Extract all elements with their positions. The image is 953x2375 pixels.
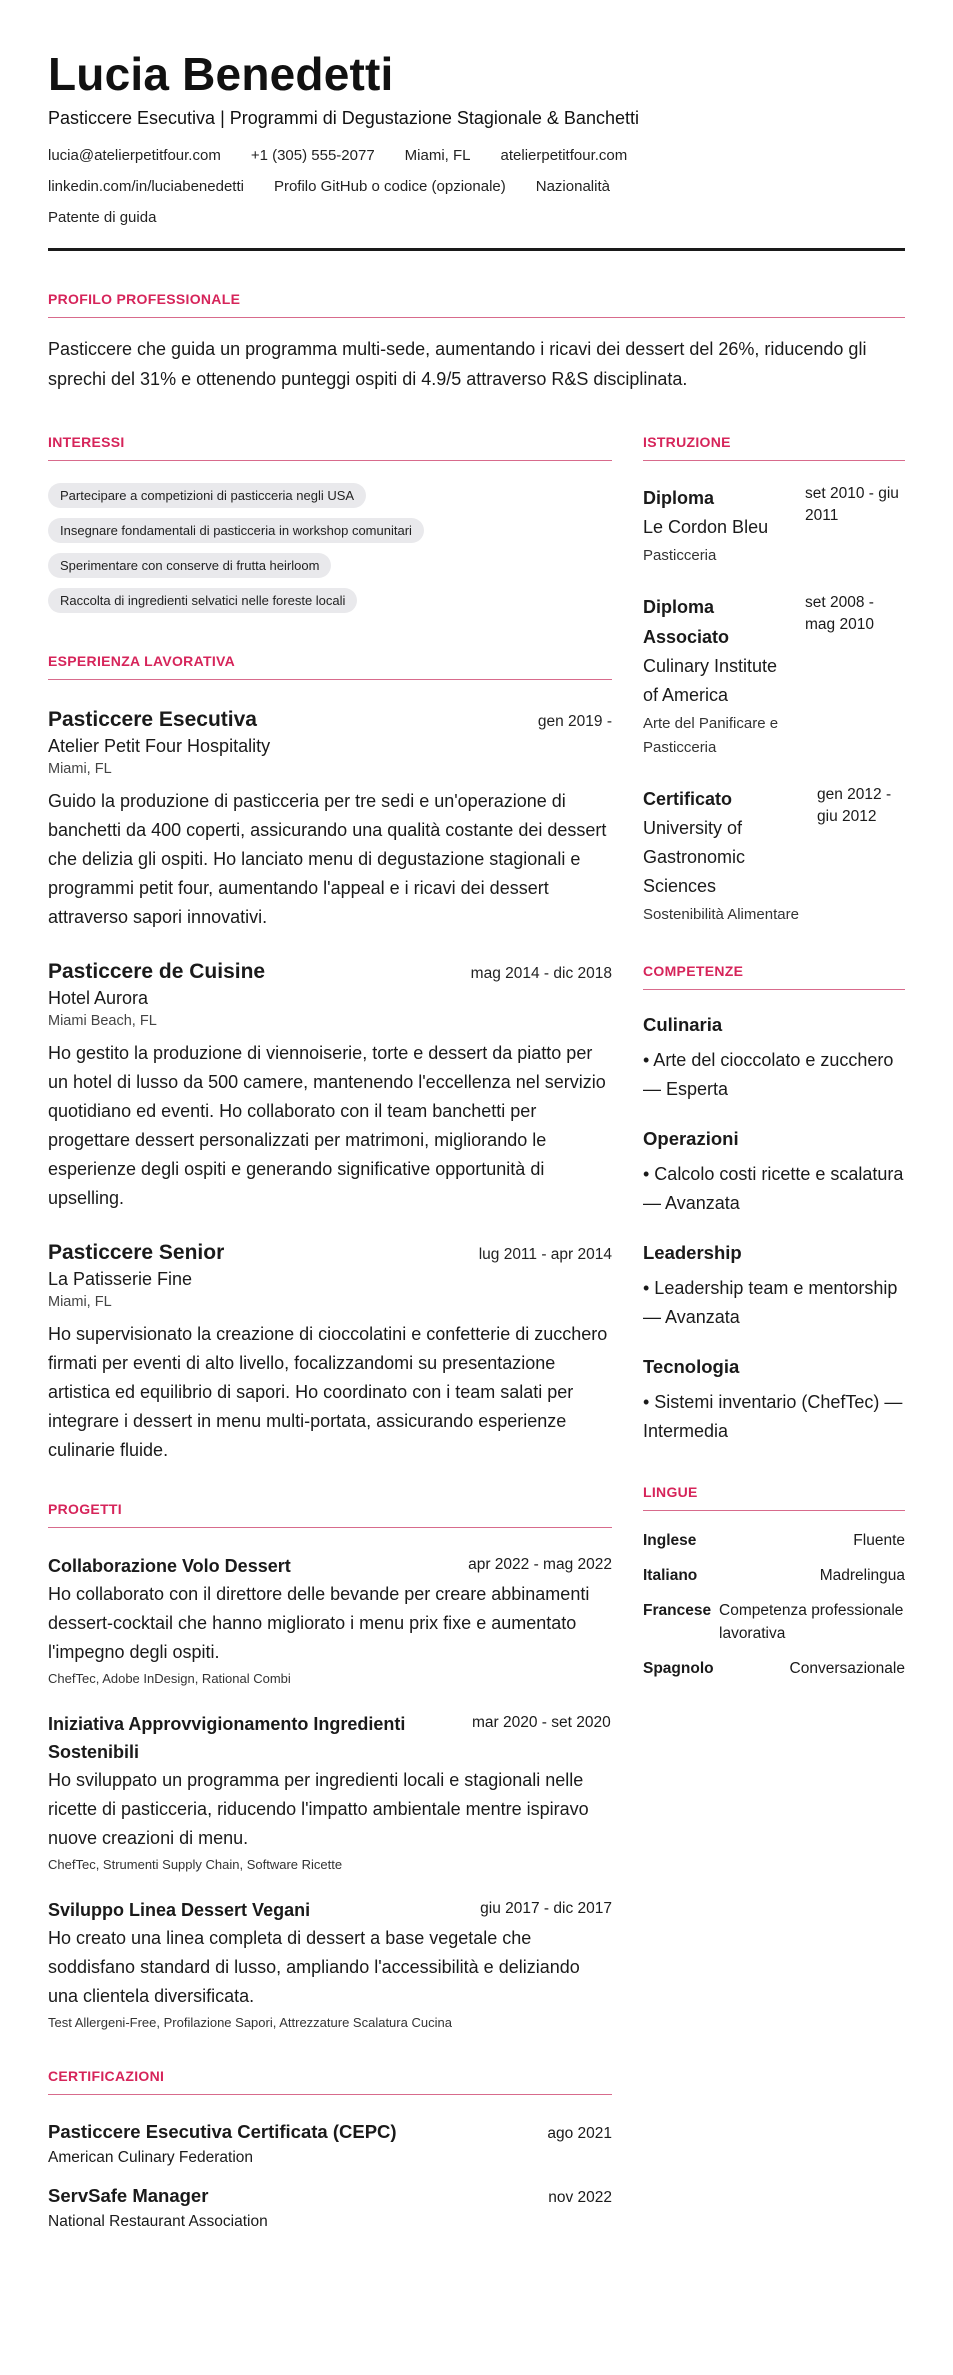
section-title: INTERESSI	[48, 434, 612, 461]
project-date: mar 2020 - set 2020	[472, 1714, 611, 1731]
certification-date: ago 2021	[547, 2125, 612, 2142]
job-company: Atelier Petit Four Hospitality	[48, 736, 271, 756]
certification-org: American Culinary Federation	[48, 2149, 254, 2166]
language-level: Conversazionale	[789, 1660, 905, 1677]
section-title: PROGETTI	[48, 1501, 612, 1528]
experience-section	[48, 653, 612, 1465]
language-row	[643, 1657, 905, 1680]
interests-section	[48, 434, 612, 623]
certification-name: Pasticcere Esecutiva Certificata (CEPC)	[48, 2121, 397, 2142]
language-name: Inglese	[643, 1532, 697, 1549]
skill-category: Operazioni	[643, 1128, 739, 1149]
skill-category: Leadership	[643, 1242, 742, 1263]
job-entry	[48, 960, 612, 1213]
project-date: giu 2017 - dic 2017	[480, 1900, 612, 1917]
language-row	[643, 1564, 905, 1587]
job-date: mag 2014 - dic 2018	[470, 965, 612, 982]
language-level: Competenza professionale lavorativa	[719, 1602, 904, 1642]
language-row	[643, 1529, 905, 1552]
job-date: gen 2019 -	[537, 713, 612, 730]
section-title: ESPERIENZA LAVORATIVA	[48, 653, 612, 680]
profile-section	[48, 291, 905, 394]
project-description: Ho sviluppato un programma per ingredienti locali e stagionali nelle ricette di pasticceria, riducendo l'impatto ambientale mentre ispiravo nuove creazioni di menu.	[48, 1770, 589, 1848]
skill-category: Culinaria	[643, 1014, 723, 1035]
job-location: Miami, FL	[48, 761, 112, 777]
interest-chips	[48, 483, 612, 623]
contact-nationality: Nazionalità	[535, 178, 610, 195]
project-title: Iniziativa Approvvigionamento Ingredienti Sostenibili	[48, 1714, 406, 1762]
job-title: Pasticcere de Cuisine	[48, 960, 266, 983]
job-date: lug 2011 - apr 2014	[478, 1246, 612, 1263]
job-title: Pasticcere Esecutiva	[48, 708, 257, 731]
projects-section	[48, 1501, 612, 2030]
certification-name: ServSafe Manager	[48, 2185, 209, 2206]
education-entry	[643, 592, 905, 760]
language-name: Spagnolo	[643, 1660, 714, 1677]
two-column-body	[48, 434, 905, 2231]
language-row	[643, 1599, 905, 1645]
main-column	[48, 434, 612, 2231]
project-date: apr 2022 - mag 2022	[468, 1556, 612, 1573]
skills-section	[643, 963, 905, 1446]
project-title: Sviluppo Linea Dessert Vegani	[48, 1900, 311, 1920]
education-field: Arte del Panificare e Pasticceria	[643, 715, 779, 756]
job-location: Miami Beach, FL	[48, 1013, 157, 1029]
section-title: COMPETENZE	[643, 963, 905, 990]
contact-email[interactable]: lucia@atelierpetitfour.com	[48, 147, 221, 164]
job-entry	[48, 1241, 612, 1465]
certifications-section	[48, 2068, 612, 2231]
certification-entry	[48, 2121, 612, 2167]
languages-section	[643, 1484, 905, 1680]
project-tools: Test Allergeni-Free, Profilazione Sapori, Attrezzature Scalatura Cucina	[48, 2015, 452, 2030]
job-entry	[48, 708, 612, 932]
skill-item: • Calcolo costi ricette e scalatura — Avanzata	[643, 1164, 904, 1213]
profile-summary: Pasticcere che guida un programma multi-sede, aumentando i ricavi dei dessert del 26%, riducendo gli sprechi del 31% e ottenendo punteggi ospiti di 4.9/5 attraverso R&S disciplinata.	[48, 339, 867, 389]
job-description: Ho supervisionato la creazione di cioccolatini e confetterie di zucchero firmati per eventi di alto livello, focalizzandomi su presentazione artistica ed equilibrio di sapori. Ho coordinato con i team salati per integrare i dessert in menu multi-portata, assicurando esperienze culinarie fluide.	[48, 1324, 608, 1460]
job-title: Pasticcere Senior	[48, 1241, 225, 1264]
skill-item: • Arte del cioccolato e zucchero — Esperta	[643, 1050, 894, 1099]
education-date: set 2010 - giu 2011	[805, 485, 899, 524]
resume-header	[48, 46, 905, 251]
education-degree: Diploma	[643, 488, 715, 508]
education-institution: Culinary Institute of America	[643, 656, 778, 705]
language-name: Francese	[643, 1602, 712, 1619]
interest-chip: Sperimentare con conserve di frutta heirloom	[48, 553, 331, 578]
section-title: PROFILO PROFESSIONALE	[48, 291, 905, 318]
contact-location: Miami, FL	[404, 147, 471, 164]
language-name: Italiano	[643, 1567, 698, 1584]
language-level: Madrelingua	[819, 1567, 905, 1584]
education-institution: University of Gastronomic Sciences	[643, 818, 746, 896]
project-title: Collaborazione Volo Dessert	[48, 1556, 291, 1576]
interest-chip: Insegnare fondamentali di pasticceria in workshop comunitari	[48, 518, 424, 543]
candidate-name: Lucia Benedetti	[48, 48, 394, 100]
project-entry	[48, 1710, 612, 1872]
job-location: Miami, FL	[48, 1294, 112, 1310]
education-entry	[643, 483, 905, 568]
project-tools: ChefTec, Strumenti Supply Chain, Software Ricette	[48, 1857, 343, 1872]
education-institution: Le Cordon Bleu	[643, 517, 769, 537]
section-title: ISTRUZIONE	[643, 434, 905, 461]
job-company: La Patisserie Fine	[48, 1269, 193, 1289]
education-date: gen 2012 - giu 2012	[817, 786, 892, 825]
interest-chip: Raccolta di ingredienti selvatici nelle foreste locali	[48, 588, 357, 613]
interest-chip: Partecipare a competizioni di pasticceria negli USA	[48, 483, 366, 508]
skill-item: • Sistemi inventario (ChefTec) — Intermedia	[643, 1392, 903, 1441]
section-title: LINGUE	[643, 1484, 905, 1511]
project-description: Ho creato una linea completa di dessert a base vegetale che soddisfano standard di lusso, ampliando l'accessibilità e deliziando una clientela diversificata.	[48, 1928, 580, 2006]
project-tools: ChefTec, Adobe InDesign, Rational Combi	[48, 1671, 291, 1686]
side-column	[643, 434, 905, 2231]
candidate-headline: Pasticcere Esecutiva | Programmi di Degustazione Stagionale & Banchetti	[48, 108, 639, 128]
contact-website[interactable]: atelierpetitfour.com	[500, 147, 628, 164]
project-entry	[48, 1896, 612, 2030]
project-entry	[48, 1552, 612, 1686]
contact-list	[48, 147, 688, 226]
certification-date: nov 2022	[548, 2189, 612, 2206]
language-level: Fluente	[853, 1532, 905, 1549]
certification-entry	[48, 2185, 612, 2231]
contact-linkedin[interactable]: linkedin.com/in/luciabenedetti	[48, 178, 244, 195]
project-description: Ho collaborato con il direttore delle bevande per creare abbinamenti dessert-cocktail che hanno migliorato i menu prix fixe e aumentato l'impegno degli ospiti.	[48, 1584, 590, 1662]
contact-driving-license: Patente di guida	[48, 209, 157, 226]
education-degree: Certificato	[643, 789, 733, 809]
job-company: Hotel Aurora	[48, 988, 149, 1008]
job-description: Guido la produzione di pasticceria per tre sedi e un'operazione di banchetti da 400 coperti, assicurando una qualità costante dei dessert che delizia gli ospiti. Ho lanciato menu di degustazione stagionali e programmi petit four, aumentando l'appeal e i ricavi dei dessert attraverso sapori innovativi.	[48, 791, 607, 927]
education-field: Pasticceria	[643, 547, 717, 564]
education-entry	[643, 784, 905, 927]
job-description: Ho gestito la produzione di viennoiserie, torte e dessert da piatto per un hotel di lusso da 500 camere, mantenendo l'eccellenza nel servizio quotidiano ed eventi. Ho collaborato con il team banchetti per progettare dessert personalizzati per matrimoni, migliorando le esperienze degli ospiti e generando significative opportunità di upselling.	[48, 1043, 606, 1208]
skill-item: • Leadership team e mentorship — Avanzata	[643, 1278, 898, 1327]
contact-phone[interactable]: +1 (305) 555-2077	[250, 147, 375, 164]
skill-category: Tecnologia	[643, 1356, 740, 1377]
certification-org: National Restaurant Association	[48, 2213, 268, 2230]
education-date: set 2008 - mag 2010	[805, 594, 874, 633]
section-title: CERTIFICAZIONI	[48, 2068, 612, 2095]
education-field: Sostenibilità Alimentare	[643, 906, 799, 923]
education-section	[643, 434, 905, 927]
education-degree: Diploma Associato	[643, 597, 730, 647]
contact-github[interactable]: Profilo GitHub o codice (opzionale)	[273, 178, 506, 195]
header-divider	[48, 248, 905, 251]
